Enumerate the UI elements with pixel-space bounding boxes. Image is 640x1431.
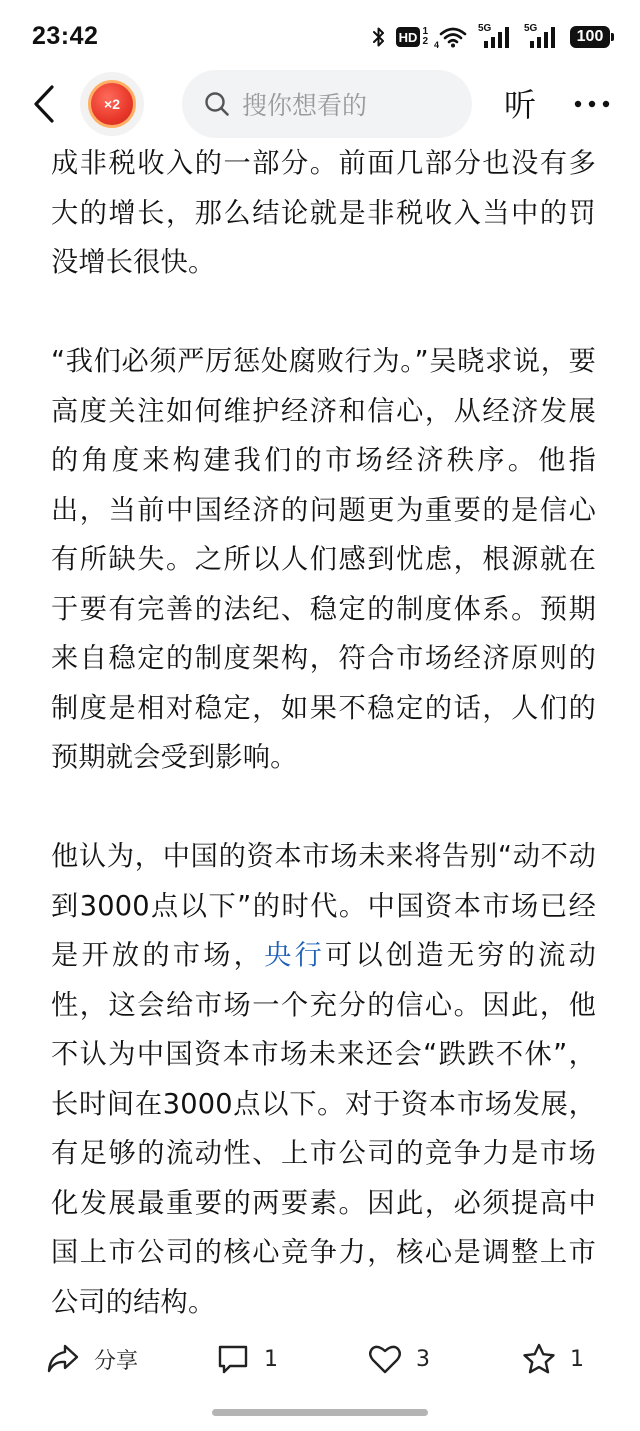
net2-label: 5G bbox=[524, 23, 538, 34]
more-horizontal-icon bbox=[574, 100, 610, 108]
top-nav-bar bbox=[0, 68, 640, 142]
hd-voice-indicator bbox=[396, 27, 428, 47]
reward-avatar-button[interactable] bbox=[80, 72, 144, 136]
wifi-sub: 4 bbox=[434, 40, 440, 50]
reward-badge: ×2 bbox=[88, 80, 136, 128]
bottom-action-bar bbox=[0, 1328, 640, 1390]
like-button[interactable] bbox=[368, 1338, 430, 1380]
favorite-button[interactable] bbox=[522, 1338, 584, 1380]
paragraph-text: 他认为，中国的资本市场未来将告别“动不动到3000点以下”的时代。中国资本市场已经是开放的市场， bbox=[51, 841, 596, 971]
comment-bubble-icon bbox=[216, 1343, 250, 1375]
battery-indicator: 100 bbox=[570, 26, 610, 48]
article-paragraph: 成非税收入的一部分。前面几部分也没有多大的增长，那么结论就是非税收入当中的罚没增长很快。 bbox=[51, 148, 596, 278]
comment-count: 1 bbox=[264, 1346, 278, 1372]
star-icon bbox=[522, 1343, 556, 1375]
status-bar bbox=[0, 0, 640, 70]
listen-button[interactable]: 听 bbox=[504, 86, 537, 124]
net1-label: 5G bbox=[478, 23, 492, 34]
article-paragraph: “我们必须严厉惩处腐败行为。”吴晓求说，要高度关注如何维护经济和信心，从经济发展的角度来构建我们的市场经济秩序。他指出，当前中国经济的问题更为重要的是信心有所缺失。之所以人们感到忧虑，根源就在于要有完善的法纪、稳定的制度体系。预期来自稳定的制度架构，符合市场经济原则的制度是相对稳定，如果不稳定的话，人们的预期就会受到影响。 bbox=[51, 346, 596, 773]
share-arrow-icon bbox=[46, 1343, 80, 1375]
wifi-icon bbox=[434, 26, 468, 50]
article-paragraph bbox=[51, 832, 596, 1327]
favorite-count: 1 bbox=[570, 1346, 584, 1372]
chevron-left-icon bbox=[32, 84, 56, 124]
cellular-signal-1-icon bbox=[478, 25, 514, 49]
article-body bbox=[51, 139, 596, 1377]
heart-icon bbox=[368, 1343, 402, 1375]
keyword-link-central-bank[interactable]: 央行 bbox=[264, 940, 326, 971]
search-input[interactable] bbox=[182, 70, 472, 138]
share-label: 分享 bbox=[94, 1348, 139, 1374]
hd-sub bbox=[422, 27, 428, 47]
status-icons bbox=[372, 22, 610, 52]
comment-button[interactable] bbox=[216, 1338, 278, 1380]
back-button[interactable] bbox=[24, 82, 64, 126]
share-button[interactable] bbox=[46, 1338, 138, 1380]
cellular-signal-2-icon bbox=[524, 25, 560, 49]
home-indicator[interactable] bbox=[212, 1409, 428, 1416]
like-count: 3 bbox=[416, 1346, 430, 1372]
paragraph-text: 可以创造无穷的流动性，这会给市场一个充分的信心。因此，他不认为中国资本市场未来还会“跌跌不休”，长时间在3000点以下。对于资本市场发展，有足够的流动性、上市公司的竞争力是市场化发展最重要的两要素。因此，必须提高中国上市公司的核心竞争力，核心是调整上市公司的结构。 bbox=[51, 940, 596, 1318]
more-button[interactable] bbox=[572, 84, 612, 124]
bluetooth-icon bbox=[372, 26, 386, 48]
status-time: 23:42 bbox=[32, 22, 99, 50]
search-icon bbox=[204, 91, 230, 117]
search-placeholder: 搜你想看的 bbox=[242, 91, 368, 120]
hd-badge: HD bbox=[396, 27, 421, 47]
hd-sub-bottom: 2 bbox=[422, 36, 428, 47]
hd-sub-top: 1 bbox=[422, 26, 428, 37]
